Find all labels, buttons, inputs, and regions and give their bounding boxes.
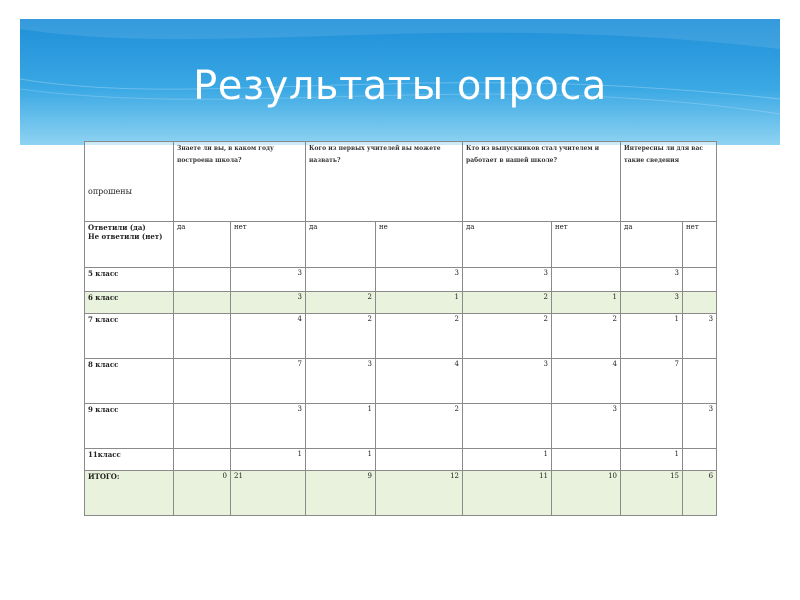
question-4: Интересны ли для вас такие сведения bbox=[621, 142, 717, 222]
table-cell bbox=[306, 268, 376, 292]
table-cell bbox=[174, 268, 231, 292]
total-row bbox=[85, 471, 717, 516]
table-cell: 2 bbox=[463, 314, 552, 359]
table-cell: 7 bbox=[231, 359, 306, 404]
survey-results-table bbox=[84, 141, 717, 516]
slide-title: Результаты опроса bbox=[193, 63, 607, 109]
row-label: 5 класс bbox=[85, 268, 174, 292]
table-cell bbox=[552, 449, 621, 471]
table-cell: 1 bbox=[306, 404, 376, 449]
answer-head: не bbox=[376, 222, 463, 268]
table-cell bbox=[174, 314, 231, 359]
total-cell: 9 bbox=[306, 471, 376, 516]
table-row bbox=[85, 292, 717, 314]
table-cell: 1 bbox=[621, 449, 683, 471]
table-cell bbox=[174, 404, 231, 449]
total-cell: 15 bbox=[621, 471, 683, 516]
answer-head: да bbox=[174, 222, 231, 268]
total-cell: 6 bbox=[683, 471, 717, 516]
table-cell: 3 bbox=[621, 292, 683, 314]
table-cell bbox=[621, 404, 683, 449]
table-cell bbox=[174, 449, 231, 471]
table-cell: 2 bbox=[306, 292, 376, 314]
table-cell: 3 bbox=[231, 268, 306, 292]
table-cell: 2 bbox=[552, 314, 621, 359]
answer-head: нет bbox=[552, 222, 621, 268]
answer-legend-no: Не ответили (нет) bbox=[88, 232, 163, 241]
table-cell bbox=[174, 359, 231, 404]
table-cell: 1 bbox=[306, 449, 376, 471]
row-label: 9 класс bbox=[85, 404, 174, 449]
total-cell: 21 bbox=[231, 471, 306, 516]
table-cell: 3 bbox=[683, 404, 717, 449]
table-row bbox=[85, 268, 717, 292]
table-row bbox=[85, 404, 717, 449]
corner-label: опрошены bbox=[85, 142, 174, 222]
table-cell: 1 bbox=[621, 314, 683, 359]
table-cell: 3 bbox=[376, 268, 463, 292]
table-cell: 2 bbox=[376, 314, 463, 359]
table-cell bbox=[683, 359, 717, 404]
row-label: 8 класс bbox=[85, 359, 174, 404]
table-cell: 1 bbox=[463, 449, 552, 471]
question-3: Кто из выпускников стал учителем и работает в нашей школе? bbox=[463, 142, 621, 222]
question-1: Знаете ли вы, в каком году построена школа? bbox=[174, 142, 306, 222]
answer-head: нет bbox=[231, 222, 306, 268]
table-cell: 1 bbox=[376, 292, 463, 314]
table-cell bbox=[552, 268, 621, 292]
table-cell: 3 bbox=[231, 292, 306, 314]
table-cell: 4 bbox=[231, 314, 306, 359]
total-cell: 12 bbox=[376, 471, 463, 516]
table-cell bbox=[463, 404, 552, 449]
table-cell: 2 bbox=[376, 404, 463, 449]
table-cell: 1 bbox=[552, 292, 621, 314]
table-cell: 3 bbox=[552, 404, 621, 449]
row-label: 11класс bbox=[85, 449, 174, 471]
table-cell: 4 bbox=[376, 359, 463, 404]
answer-legend bbox=[85, 222, 174, 268]
row-label: 6 класс bbox=[85, 292, 174, 314]
table-cell bbox=[376, 449, 463, 471]
answer-legend-yes: Ответили (да) bbox=[88, 223, 146, 232]
table-cell: 1 bbox=[231, 449, 306, 471]
answer-head: нет bbox=[683, 222, 717, 268]
table-cell: 3 bbox=[683, 314, 717, 359]
answer-head: да bbox=[621, 222, 683, 268]
table-cell: 3 bbox=[463, 268, 552, 292]
answer-head: да bbox=[306, 222, 376, 268]
table-row bbox=[85, 449, 717, 471]
table-cell bbox=[683, 268, 717, 292]
question-header-row bbox=[85, 142, 717, 222]
table-cell bbox=[174, 292, 231, 314]
row-label: 7 класс bbox=[85, 314, 174, 359]
table-row bbox=[85, 314, 717, 359]
table-cell: 4 bbox=[552, 359, 621, 404]
table-cell: 3 bbox=[463, 359, 552, 404]
table-cell: 3 bbox=[231, 404, 306, 449]
question-2: Кого из первых учителей вы можете назвать? bbox=[306, 142, 463, 222]
table-row bbox=[85, 359, 717, 404]
answer-header-row bbox=[85, 222, 717, 268]
table-cell bbox=[683, 449, 717, 471]
table-cell: 2 bbox=[306, 314, 376, 359]
table-cell: 7 bbox=[621, 359, 683, 404]
total-cell: 10 bbox=[552, 471, 621, 516]
total-cell: 11 bbox=[463, 471, 552, 516]
answer-head: да bbox=[463, 222, 552, 268]
table-cell: 3 bbox=[621, 268, 683, 292]
total-cell: 0 bbox=[174, 471, 231, 516]
table-cell bbox=[683, 292, 717, 314]
table-cell: 2 bbox=[463, 292, 552, 314]
table-cell: 3 bbox=[306, 359, 376, 404]
total-label: ИТОГО: bbox=[85, 471, 174, 516]
